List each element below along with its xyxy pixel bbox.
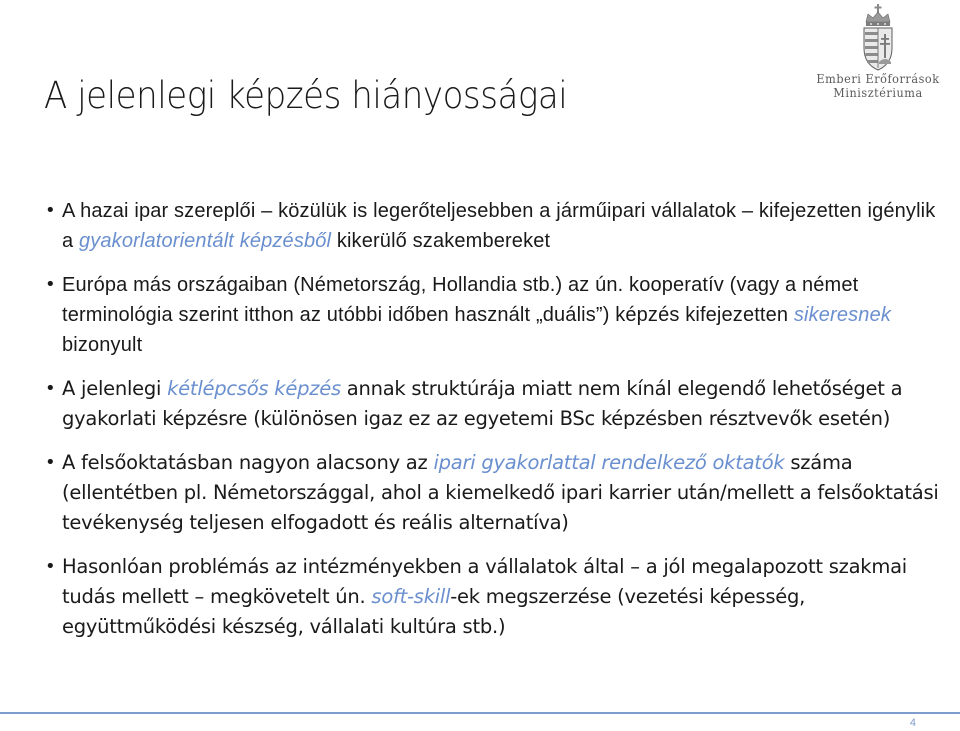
text-run: Hasonlóan problémás az intézményekben a vállalatok által – a jól megalapozott szakmai tudás mellett – megkövetelt ún. — [62, 555, 907, 608]
text-run: A felsőoktatásban nagyon alacsony az — [62, 451, 434, 474]
bullet-list — [44, 196, 944, 656]
coat-of-arms-icon — [858, 4, 898, 72]
ministry-name-line2: Minisztériuma — [833, 85, 923, 100]
text-run: annak struktúrája miatt nem kínál elegendő lehetőséget a gyakorlati képzésre (különösen igaz ez az egyetemi BSc képzésben résztvevők esetén) — [62, 377, 903, 430]
bullet-item — [44, 196, 944, 256]
bullet-item — [44, 374, 944, 434]
bullet-item — [44, 270, 944, 360]
text-run: A jelenlegi — [62, 377, 168, 400]
emphasized-text: soft-skill — [371, 585, 451, 608]
text-run: -ek megszerzése (vezetési képesség, együttműködési készség, vállalati kultúra stb.) — [62, 585, 806, 638]
bullet-item — [44, 552, 944, 642]
bullet-icon: • — [45, 200, 56, 221]
text-run: száma (ellentétben pl. Németországgal, ahol a kiemelkedő ipari karrier után/mellett a felsőoktatási tevékenység teljesen elfogadott és reális alternatíva) — [62, 451, 939, 534]
bullet-item — [44, 448, 944, 538]
text-run: bizonyult — [62, 334, 143, 356]
bullet-text — [62, 555, 907, 638]
emphasized-text: ipari gyakorlattal rendelkező oktatók — [433, 451, 785, 474]
emphasized-text: sikeresnek — [793, 304, 891, 326]
text-run: A hazai ipar szereplői – közülük is legerőteljesebben a járműipari vállalatok – kifejezetten igénylik a — [62, 200, 936, 252]
bullet-icon: • — [45, 452, 56, 473]
bullet-icon: • — [45, 378, 56, 399]
text-run: Európa más országaiban (Németország, Hollandia stb.) az ún. kooperatív (vagy a német terminológia szerint itthon az utóbbi időben használt „duális”) képzés kifejezetten — [62, 274, 859, 326]
text-run: kikerülő szakembereket — [331, 230, 551, 252]
bullet-icon: • — [45, 274, 56, 295]
bullet-text — [62, 377, 902, 430]
ministry-name — [800, 72, 956, 100]
emphasized-text: kétlépcsős képzés — [167, 377, 341, 400]
ministry-logo — [800, 4, 956, 100]
bullet-text — [62, 451, 939, 534]
slide-title: A jelenlegi képzés hiányosságai — [44, 74, 568, 117]
page-number: 4 — [909, 717, 916, 729]
bullet-icon: • — [45, 556, 56, 577]
footer-divider — [0, 712, 960, 714]
ministry-name-line1: Emberi Erőforrások — [816, 71, 940, 86]
bullet-text — [62, 200, 935, 252]
emphasized-text: gyakorlatorientált képzésből — [78, 230, 332, 252]
bullet-text — [62, 274, 891, 356]
